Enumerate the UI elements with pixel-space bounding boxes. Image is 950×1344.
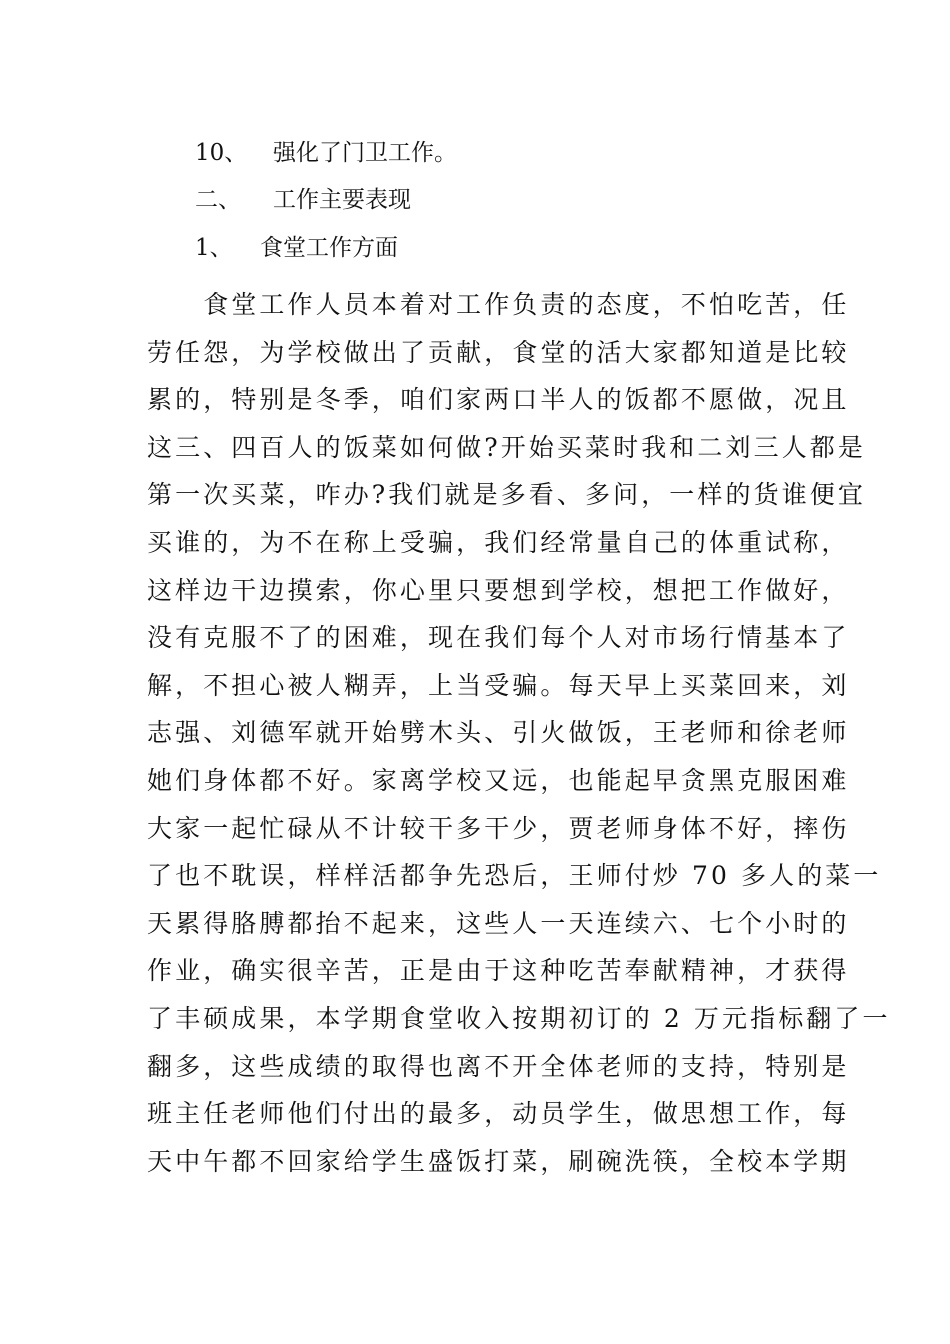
paragraph-line: 累的，特别是冬季，咱们家两口半人的饭都不愿做，况且 — [147, 385, 850, 415]
paragraph-line: 天中午都不回家给学生盛饭打菜，刷碗洗筷，全校本学期 — [147, 1146, 850, 1176]
heading-number: 1、 — [195, 235, 233, 261]
paragraph-line: 她们身体都不好。家离学校又远，也能起早贪黑克服困难 — [147, 765, 850, 795]
heading-number: 10、 — [195, 140, 248, 166]
heading-text: 强化了门卫工作。 — [273, 140, 457, 166]
heading-number: 二、 — [195, 187, 241, 213]
paragraph-line: 作业，确实很辛苦，正是由于这种吃苦奉献精神，才获得 — [147, 956, 850, 986]
paragraph-line: 志强、刘德军就开始劈木头、引火做饭，王老师和徐老师 — [147, 718, 850, 748]
paragraph-line: 翻多，这些成绩的取得也离不开全体老师的支持，特别是 — [147, 1051, 850, 1081]
paragraph-line: 班主任老师他们付出的最多，动员学生，做思想工作，每 — [147, 1099, 850, 1129]
heading-text: 食堂工作方面 — [260, 235, 398, 261]
paragraph-line: 大家一起忙碌从不计较干多干少，贾老师身体不好，摔伤 — [147, 813, 850, 843]
paragraph-line: 第一次买菜，咋办?我们就是多看、多问，一样的货谁便宜 — [147, 480, 867, 510]
paragraph-line: 这样边干边摸索，你心里只要想到学校，想把工作做好， — [147, 575, 850, 605]
heading-section-2 — [195, 180, 411, 220]
paragraph-line: 这三、四百人的饭菜如何做?开始买菜时我和二刘三人都是 — [147, 432, 867, 462]
paragraph-line: 了也不耽误，样样活都争先恐后，王师付炒 70 多人的菜一 — [147, 861, 882, 891]
paragraph-line: 食堂工作人员本着对工作负责的态度，不怕吃苦，任 — [147, 290, 850, 319]
paragraph-line: 解，不担心被人糊弄，上当受骗。每天早上买菜回来，刘 — [147, 670, 850, 700]
body-paragraph — [147, 281, 891, 1185]
heading-1 — [195, 228, 398, 268]
paragraph-line: 没有克服不了的困难，现在我们每个人对市场行情基本了 — [147, 623, 850, 653]
heading-text: 工作主要表现 — [273, 187, 411, 213]
paragraph-line: 了丰硕成果，本学期食堂收入按期初订的 2 万元指标翻了一 — [147, 1003, 891, 1033]
paragraph-line: 买谁的，为不在称上受骗，我们经常量自己的体重试称， — [147, 527, 850, 557]
heading-10 — [195, 133, 457, 173]
paragraph-line: 劳任怨，为学校做出了贡献，食堂的活大家都知道是比较 — [147, 337, 850, 367]
paragraph-line: 天累得胳膊都抬不起来，这些人一天连续六、七个小时的 — [147, 908, 850, 938]
